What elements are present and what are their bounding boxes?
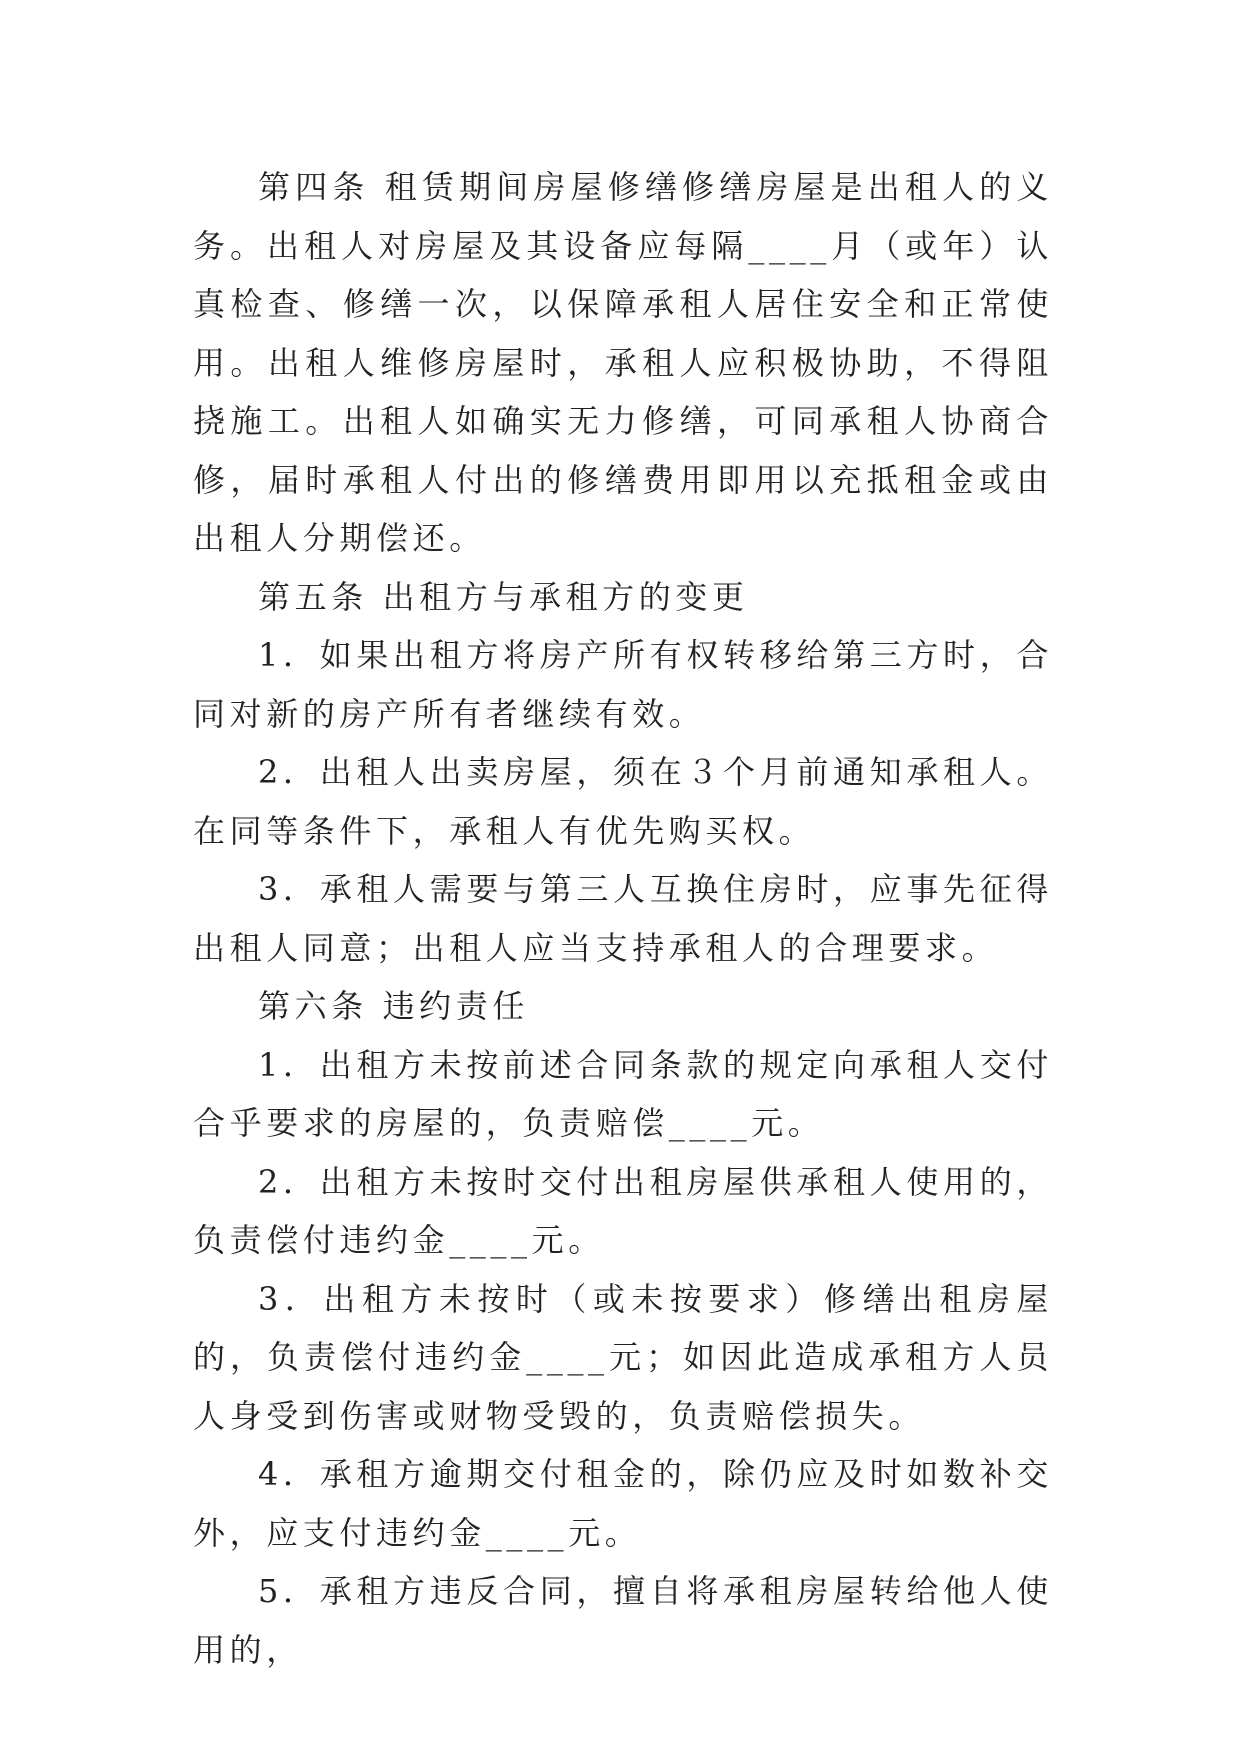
paragraph-article-6-item-2: 2．出租方未按时交付出租房屋供承租人使用的，负责偿付违约金____元。 — [193, 1162, 1053, 1259]
document-body — [193, 158, 1053, 1679]
heading-article-6: 第六条 违约责任 — [258, 987, 529, 1025]
paragraph-article-6-item-4: 4．承租方逾期交付租金的，除仍应及时如数补交外，应支付违约金____元。 — [193, 1455, 1053, 1552]
paragraph-article-5-item-3: 3．承租人需要与第三人互换住房时，应事先征得出租人同意；出租人应当支持承租人的合理要求。 — [193, 870, 1053, 967]
paragraph-article-4: 第四条 租赁期间房屋修缮修缮房屋是出租人的义务。出租人对房屋及其设备应每隔____月（或年）认真检查、修缮一次，以保障承租人居住安全和正常使用。出租人维修房屋时，承租人应积极协助，不得阻挠施工。出租人如确实无力修缮，可同承租人协商合修，届时承租人付出的修缮费用即用以充抵租金或由出租人分期偿还。 — [193, 168, 1053, 557]
paragraph-article-6-item-3: 3．出租方未按时（或未按要求）修缮出租房屋的，负责偿付违约金____元；如因此造成承租方人员人身受到伤害或财物受毁的，负责赔偿损失。 — [193, 1279, 1053, 1435]
paragraph-article-6-item-1: 1．出租方未按前述合同条款的规定向承租人交付合乎要求的房屋的，负责赔偿____元。 — [193, 1045, 1053, 1142]
paragraph-article-6-item-5: 5．承租方违反合同，擅自将承租房屋转给他人使用的， — [193, 1572, 1053, 1669]
heading-article-5: 第五条 出租方与承租方的变更 — [258, 577, 749, 616]
paragraph-article-5-item-1: 1．如果出租方将房产所有权转移给第三方时，合同对新的房产所有者继续有效。 — [193, 636, 1053, 733]
paragraph-article-5-item-2: 2．出租人出卖房屋，须在３个月前通知承租人。在同等条件下，承租人有优先购买权。 — [193, 753, 1053, 850]
